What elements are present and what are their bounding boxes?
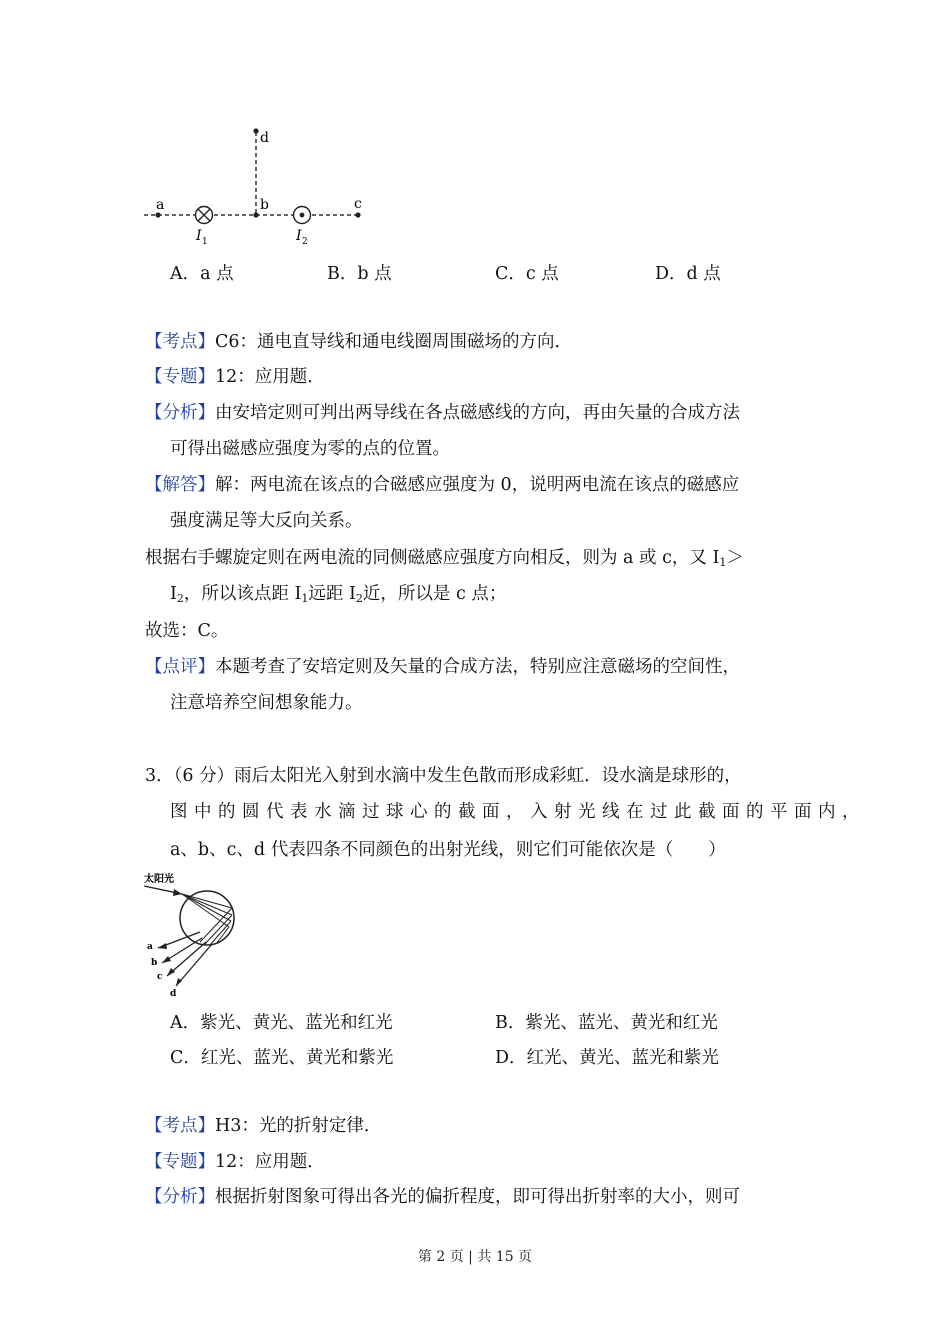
zhuanti-tag: 【专题】: [145, 367, 215, 387]
q2-option-b: B．b 点: [327, 264, 392, 284]
page-footer: 第 2 页 | 共 15 页: [417, 1249, 533, 1265]
q3-stem-1: 3．（6 分）雨后太阳光入射到水滴中发生色散而形成彩虹．设水滴是球形的，: [145, 766, 742, 786]
kaodian-tag: 【考点】: [145, 1116, 215, 1136]
q3-stem-3: a、b、c、d 代表四条不同颜色的出射光线，则它们可能依次是（ ）: [170, 840, 726, 860]
kaodian-tag: 【考点】: [145, 332, 215, 352]
q2-reason-1: 根据右手螺旋定则在两电流的同侧磁感应强度方向相反，则为 a 或 c，又 $I_1>$: [145, 548, 744, 569]
label-current1: I: [196, 228, 202, 244]
q3-option-b: B．紫光、蓝光、黄光和红光: [495, 1013, 718, 1033]
label-c: c: [354, 196, 362, 212]
sunlight-label: 太阳光: [144, 874, 174, 885]
q2-option-a: A．a 点: [170, 264, 234, 284]
q2-jieda: 【解答】解：两电流在该点的合磁感应强度为 0，说明两电流在该点的磁感应: [145, 475, 740, 495]
q2-fenxi: 【分析】由安培定则可判出两导线在各点磁感线的方向，再由矢量的合成方法: [145, 403, 740, 423]
magnetic-field-figure: [140, 120, 380, 250]
fig-label-c: c: [157, 972, 163, 982]
raindrop-figure: [140, 868, 250, 998]
label-current2: I: [296, 228, 302, 244]
q3-zhuanti: 【专题】12：应用题．: [145, 1152, 325, 1172]
point-a-dot: [155, 212, 160, 217]
q2-jieda-cont: 强度满足等大反向关系。: [170, 511, 363, 531]
q3-option-a: A．紫光、黄光、蓝光和红光: [170, 1013, 393, 1033]
fig-label-b: b: [151, 958, 158, 968]
q2-option-d: D．d 点: [655, 264, 721, 284]
label-current1-sub: 1: [202, 237, 208, 247]
label-current2-sub: 2: [302, 237, 308, 247]
label-a: a: [156, 197, 165, 213]
fig-label-d: d: [170, 989, 177, 998]
point-b-dot: [253, 212, 258, 217]
point-d-dot: [253, 128, 258, 133]
dianping-tag: 【点评】: [145, 657, 215, 677]
fenxi-tag: 【分析】: [145, 1187, 215, 1207]
q3-stem-2: 图中的圆代表水滴过球心的截面，入射光线在过此截面的平面内，: [170, 802, 866, 822]
zhuanti-tag: 【专题】: [145, 1152, 215, 1172]
q2-reason-2: $I_2$，所以该点距 $I_1$远距 $I_2$近，所以是 c 点；: [170, 584, 507, 605]
q3-option-c: C．红光、蓝光、黄光和紫光: [170, 1048, 394, 1068]
q2-dianping-cont: 注意培养空间想象能力。: [170, 693, 363, 713]
q2-kaodian: 【考点】C6：通电直导线和通电线圈周围磁场的方向．: [145, 332, 573, 352]
current-into-page-icon: [196, 207, 213, 224]
fenxi-tag: 【分析】: [145, 403, 215, 423]
point-c-dot: [355, 212, 360, 217]
q3-kaodian: 【考点】H3：光的折射定律．: [145, 1116, 382, 1136]
q2-answer: 故选：C。: [145, 621, 229, 641]
current-out-of-page-icon: [294, 207, 311, 224]
label-d: d: [260, 130, 269, 146]
q2-dianping: 【点评】本题考查了安培定则及矢量的合成方法，特别应注意磁场的空间性，: [145, 657, 740, 677]
q3-option-d: D．红光、黄光、蓝光和紫光: [495, 1048, 720, 1068]
fig-label-a: a: [147, 942, 153, 952]
label-b: b: [260, 197, 269, 213]
q2-option-c: C．c 点: [495, 264, 559, 284]
q2-fenxi-cont: 可得出磁感应强度为零的点的位置。: [170, 439, 450, 459]
q3-fenxi: 【分析】根据折射图象可得出各光的偏折程度，即可得出折射率的大小，则可: [145, 1187, 740, 1207]
q2-zhuanti: 【专题】12：应用题．: [145, 367, 325, 387]
jieda-tag: 【解答】: [145, 475, 215, 495]
